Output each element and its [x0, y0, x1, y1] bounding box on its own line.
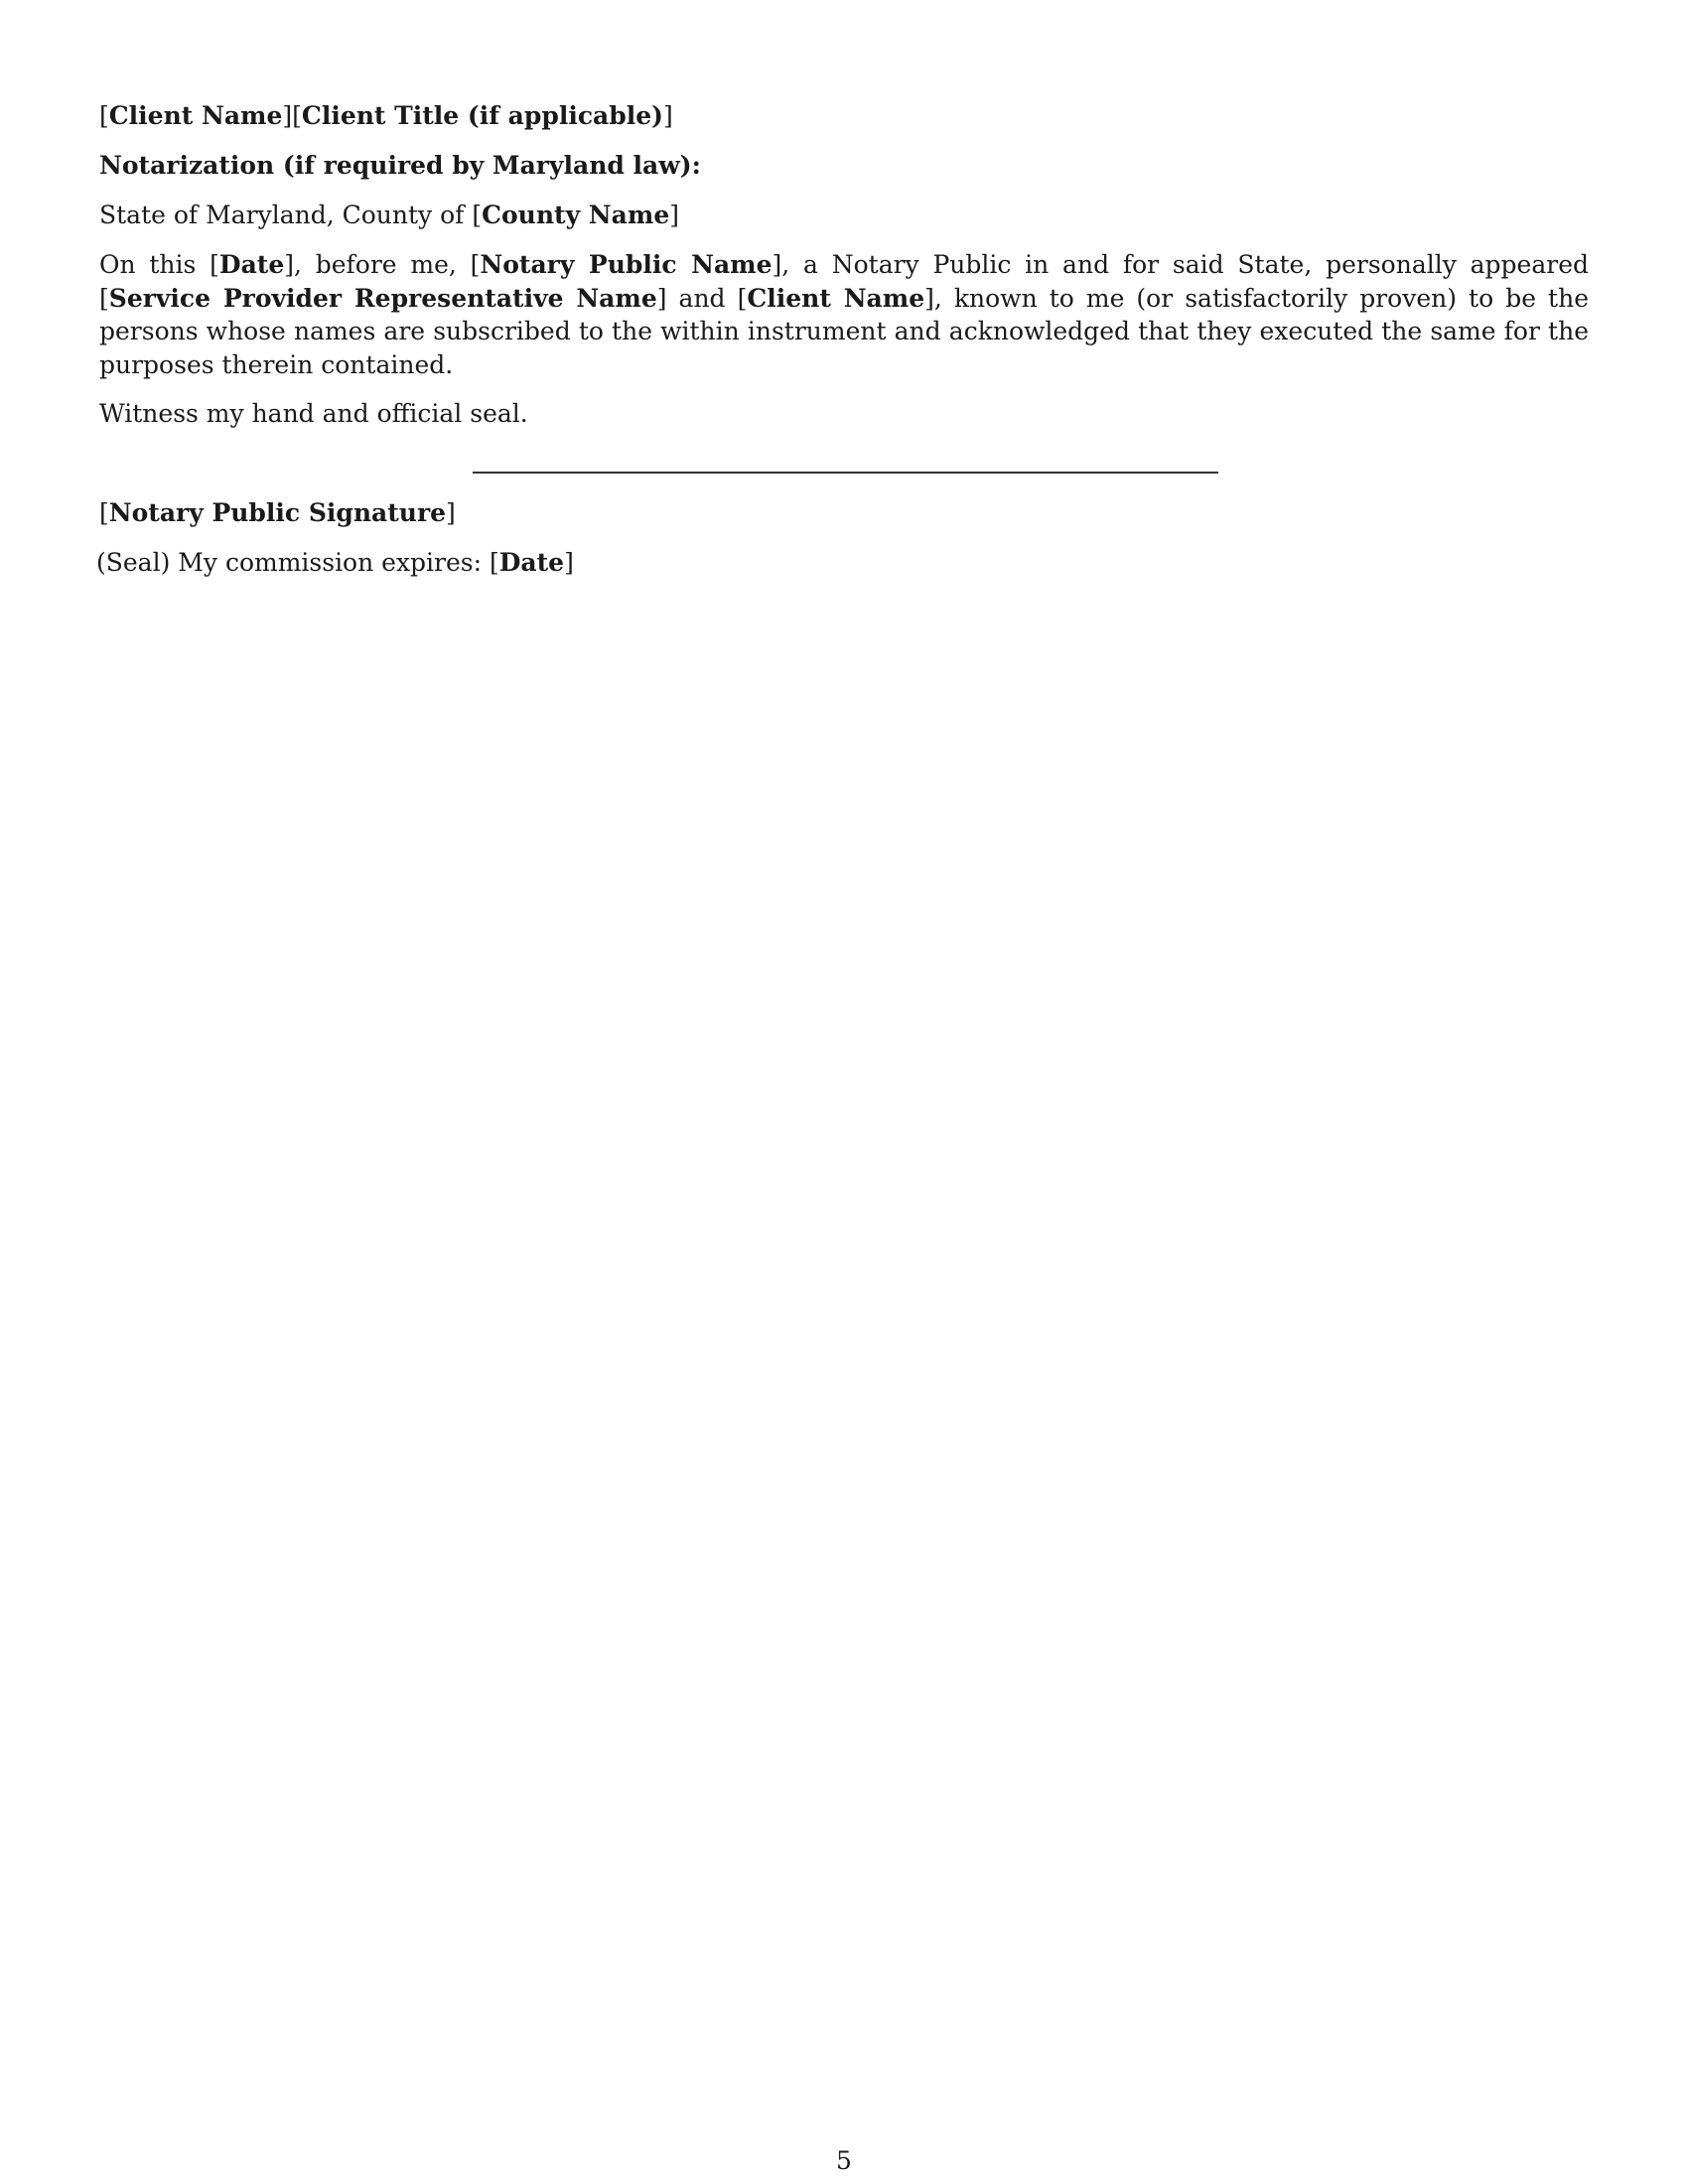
ack-text: ], before me, [ [284, 250, 481, 279]
acknowledgment-paragraph [99, 248, 1589, 381]
ack-text: On this [ [99, 250, 219, 279]
notary-signature-placeholder: Notary Public Signature [108, 498, 447, 527]
bracket: ] [669, 201, 679, 229]
notary-signature-line [99, 496, 456, 530]
client-signature-line [99, 99, 673, 133]
witness-line [99, 397, 528, 431]
date-placeholder: Date [218, 250, 285, 279]
bracket: ] [446, 498, 456, 527]
notarization-heading [99, 149, 701, 183]
page-number: 5 [836, 2146, 852, 2175]
commission-prefix: (Seal) My commission expires: [ [96, 548, 499, 577]
venue-prefix: State of Maryland, County of [ [99, 201, 483, 229]
commission-line [96, 546, 574, 580]
client-title-placeholder: Client Title (if applicable) [301, 101, 663, 130]
client-name-placeholder: Client Name [747, 283, 925, 313]
document-page [96, 0, 1589, 2184]
date-placeholder: Date [498, 548, 565, 577]
signature-rule [473, 472, 1218, 474]
ack-text: ], known to me (or satisfactorily proven) to be the persons whose names are subscribed to the within instrument and acknowledged that they executed the same for the purposes therein contained. [99, 283, 1589, 379]
bracket: [ [99, 498, 109, 527]
notarization-heading-text: Notarization (if required by Maryland law): [99, 151, 701, 180]
county-name-placeholder: County Name [482, 201, 670, 229]
witness-text: Witness my hand and official seal. [99, 399, 528, 428]
ack-text: ] and [ [656, 283, 748, 313]
bracket: [ [99, 101, 109, 130]
venue-line [99, 199, 679, 232]
notary-name-placeholder: Notary Public Name [480, 250, 773, 279]
bracket: ] [662, 101, 673, 130]
ack-text: ], a Notary Public in and for said State, personally appeared [ [99, 250, 1589, 313]
client-name-placeholder: Client Name [108, 101, 283, 130]
bracket: ][ [282, 101, 302, 130]
representative-name-placeholder: Service Provider Representative Name [108, 283, 657, 313]
bracket: ] [564, 548, 574, 577]
